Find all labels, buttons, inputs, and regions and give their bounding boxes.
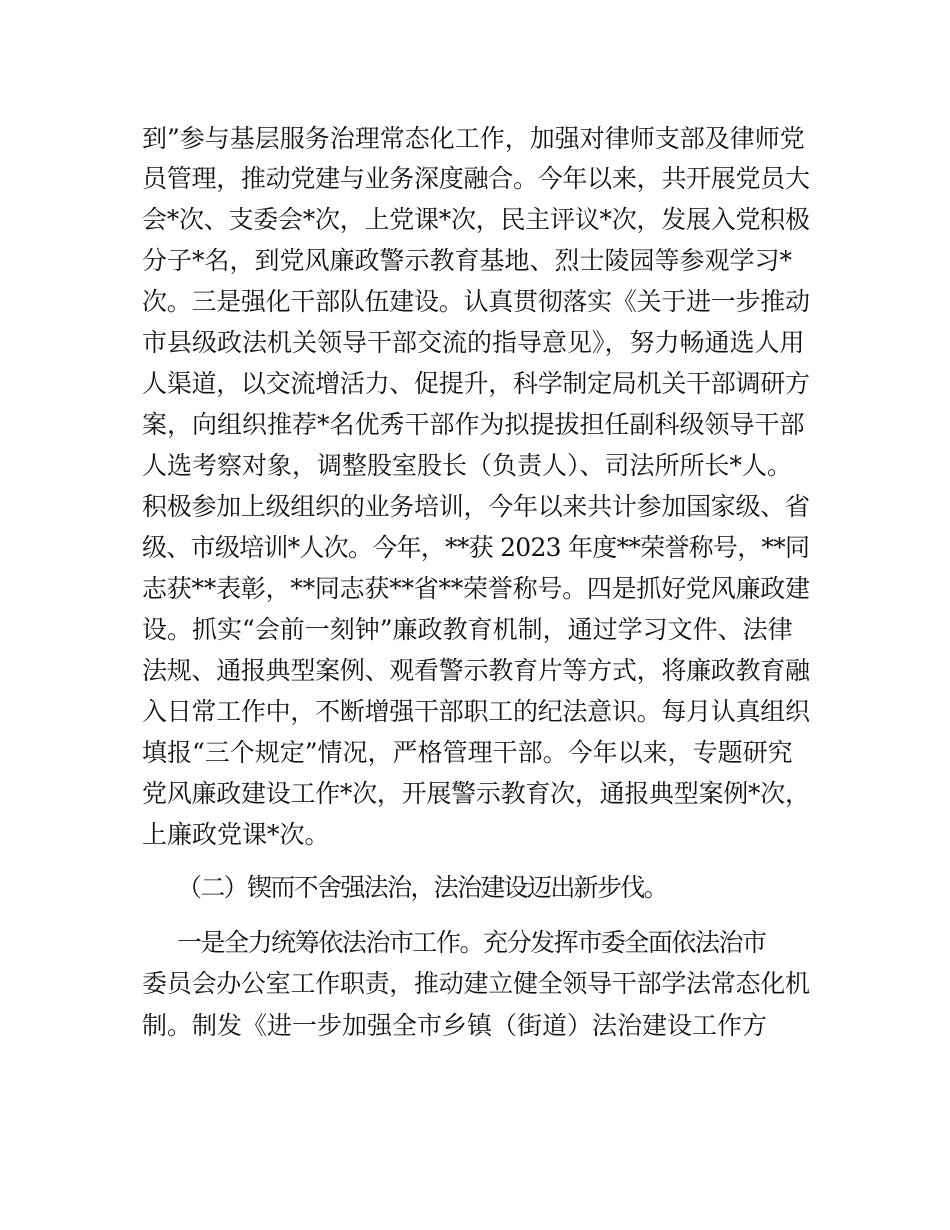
text-line: 级、市级培训*人次。今年，**获 2023 年度**荣誉称号，**同 — [142, 533, 810, 562]
text-line: 到”参与基层服务治理常态化工作，加强对律师支部及律师党 — [142, 124, 805, 153]
text-line: 委员会办公室工作职责，推动建立健全领导干部学法常态化机 — [142, 969, 810, 998]
text-line: 分子*名，到党风廉政警示教育基地、烈士陵园等参观学习* — [142, 246, 793, 275]
section-heading: （二）锲而不舍强法治，法治建设迈出新步伐。 — [177, 873, 668, 902]
text-line: 员管理，推动党建与业务深度融合。今年以来，共开展党员大 — [142, 164, 810, 193]
text-line: 一是全力统筹依法治市工作。充分发挥市委全面依法治市 — [177, 928, 766, 957]
text-line: 入日常工作中，不断增强干部职工的纪法意识。每月认真组织 — [142, 697, 810, 726]
text-line: 制。制发《进一步加强全市乡镇（街道）法治建设工作方 — [142, 1011, 768, 1040]
text-line: 上廉政党课*次。 — [142, 820, 330, 849]
text-line: 次。三是强化干部队伍建设。认真贯彻落实《关于进一步推动 — [142, 287, 810, 316]
text-line: 案，向组织推荐*名优秀干部作为拟提拔担任副科级领导干部 — [142, 410, 805, 439]
text-line: 人选考察对象，调整股室股长（负责人）、司法所所长*人。 — [142, 451, 793, 480]
text-line: 积极参加上级组织的业务培训，今年以来共计参加国家级、省 — [142, 492, 810, 521]
text-line: 志获**表彰，**同志获**省**荣誉称号。四是抓好党风廉政建 — [142, 574, 810, 603]
text-line: 设。抓实“会前一刻钟”廉政教育机制，通过学习文件、法律 — [142, 615, 793, 644]
text-line: 人渠道，以交流增活力、促提升，科学制定局机关干部调研方 — [142, 369, 810, 398]
text-line: 填报“三个规定”情况，严格管理干部。今年以来，专题研究 — [142, 738, 793, 767]
text-line: 法规、通报典型案例、观看警示教育片等方式，将廉政教育融 — [142, 656, 810, 685]
text-line: 市县级政法机关领导干部交流的指导意见》，努力畅通选人用 — [142, 328, 805, 357]
text-line: 会*次、支委会*次，上党课*次，民主评议*次，发展入党积极 — [142, 205, 810, 234]
text-line: 党风廉政建设工作*次，开展警示教育次，通报典型案例*次， — [142, 779, 810, 808]
